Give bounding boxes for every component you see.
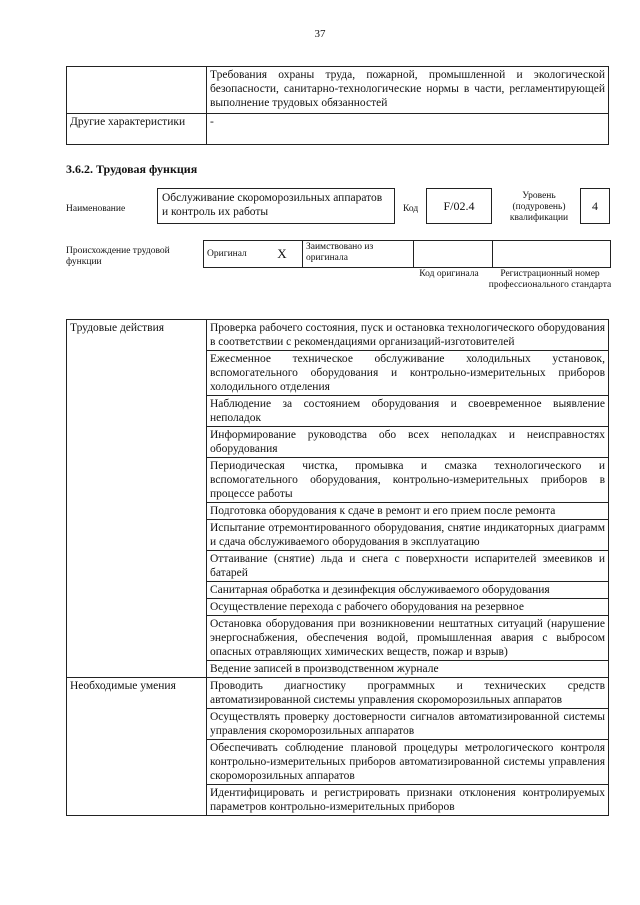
action-item: Ведение записей в производственном журнале <box>207 661 609 678</box>
code-label: Код <box>403 204 419 214</box>
action-item: Наблюдение за состоянием оборудования и своевременное выявление неполадок <box>207 396 609 427</box>
top-table-requirements-cell: Требования охраны труда, пожарной, промышленной и экологической безопасности, санитарно-технологические нормы в части, регламентирующей выполнение трудовых обязанностей <box>207 67 609 114</box>
skill-item: Осуществлять проверку достоверности сигналов автоматизированной системы управления скороморозильных аппаратов <box>207 709 609 740</box>
skills-label: Необходимые умения <box>67 678 207 816</box>
code-original-caption: Код оригинала <box>419 269 479 279</box>
original-mark: X <box>262 241 303 268</box>
reg-number-caption: Регистрационный номер профессионального стандарта <box>488 269 612 290</box>
action-item: Подготовка оборудования к сдаче в ремонт и его прием после ремонта <box>207 503 609 520</box>
skill-item: Проводить диагностику программных и технических средств автоматизированной системы управления скороморозильных аппаратов <box>207 678 609 709</box>
action-item: Информирование руководства обо всех неполадках и неисправностях оборудования <box>207 427 609 458</box>
action-item: Испытание отремонтированного оборудования, снятие индикаторных диаграмм и сдача обслуживаемого оборудования в эксплуатацию <box>207 520 609 551</box>
level-value-box: 4 <box>580 188 610 224</box>
name-label: Наименование <box>66 204 126 214</box>
borrowed-label: Заимствовано из оригинала <box>303 241 414 268</box>
original-label: Оригинал <box>204 241 263 268</box>
actions-label: Трудовые действия <box>67 320 207 678</box>
function-code-box: F/02.4 <box>426 188 492 224</box>
other-characteristics-value: - <box>207 114 609 145</box>
action-item: Проверка рабочего состояния, пуск и остановка технологического оборудования в соответствии с рекомендациями организаций-изготовителей <box>207 320 609 351</box>
origin-table <box>203 240 611 268</box>
main-table <box>66 319 609 816</box>
origin-label: Происхождение трудовой функции <box>66 246 170 267</box>
action-item: Остановка оборудования при возникновении нештатных ситуаций (нарушение энергоснабжения, обеспечения водой, промышленная авария с выбросом опасных отравляющих химических веществ, пожар и взрыв) <box>207 616 609 661</box>
other-characteristics-label: Другие характеристики <box>67 114 207 145</box>
action-item: Периодическая чистка, промывка и смазка технологического и вспомогательного оборудования, контрольно-измерительных приборов в процессе работы <box>207 458 609 503</box>
skill-item: Обеспечивать соблюдение плановой процедуры метрологического контроля контрольно-измерительных приборов автоматизированной системы управления скороморозильных аппаратов <box>207 740 609 785</box>
level-label: Уровень (подуровень) квалификации <box>509 191 569 223</box>
top-table <box>66 66 609 145</box>
skill-row <box>67 678 609 709</box>
action-item: Ежесменное техническое обслуживание холодильных установок, вспомогательного оборудования и контрольно-измерительных приборов холодильного отделения <box>207 351 609 396</box>
action-item: Санитарная обработка и дезинфекция обслуживаемого оборудования <box>207 582 609 599</box>
action-item: Осуществление перехода с рабочего оборудования на резервное <box>207 599 609 616</box>
action-item: Оттаивание (снятие) льда и снега с поверхности испарителей змеевиков и батарей <box>207 551 609 582</box>
top-table-empty-cell <box>67 67 207 114</box>
reg-number-cell <box>493 241 611 268</box>
original-code-cell <box>414 241 493 268</box>
section-heading: 3.6.2. Трудовая функция <box>66 162 198 176</box>
function-name-box: Обслуживание скороморозильных аппаратов и контроль их работы <box>157 188 395 224</box>
page-number: 37 <box>314 28 326 40</box>
action-row <box>67 320 609 351</box>
skill-item: Идентифицировать и регистрировать признаки отклонения контролируемых параметров контрольно-измерительных приборов <box>207 785 609 816</box>
